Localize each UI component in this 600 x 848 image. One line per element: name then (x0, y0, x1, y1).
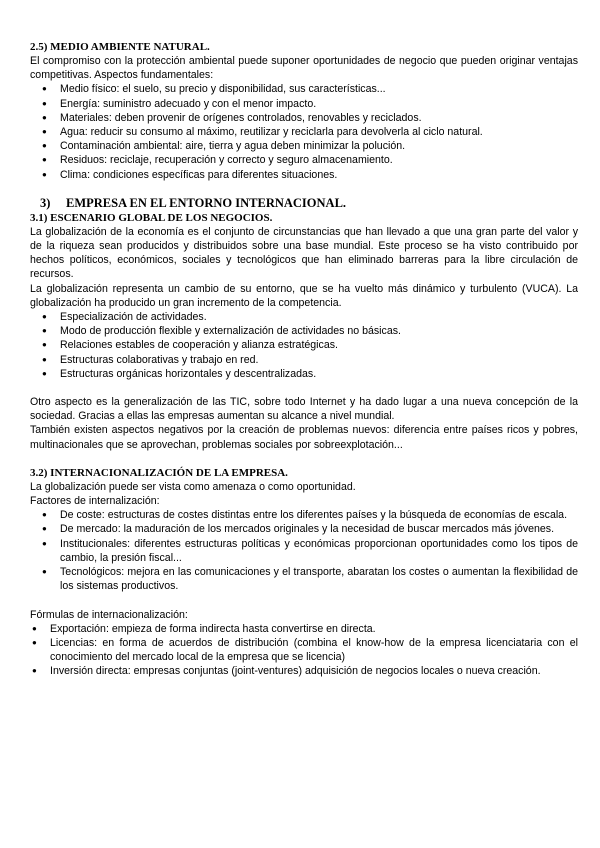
section-3-1-list (30, 310, 578, 381)
section-3-2-heading: 3.2) INTERNACIONALIZACIÓN DE LA EMPRESA. (30, 466, 288, 479)
list-item: ● Estructuras orgánicas horizontales y descentralizadas. (42, 367, 578, 381)
section-2-5-list (30, 82, 578, 181)
section-3-1-paragraph-3: Otro aspecto es la generalización de las TIC, sobre todo Internet y ha dado lugar a una nueva concepción de la sociedad. Gracias a ellas las empresas aumentan su alcance a nivel mundial. (30, 396, 578, 423)
section-3-2-paragraph-3: Fórmulas de internacionalización: (30, 608, 188, 621)
section-2-5-intro: El compromiso con la protección ambiental puede suponer oportunidades de negocio que pueden originar ventajas competitivas. Aspectos fundamentales: (30, 55, 578, 82)
list-item: ● Institucionales: diferentes estructuras políticas y económicas proporcionan oportunidades como los tipos de cambio, la presión fiscal... (42, 537, 578, 565)
section-3-2-paragraph-2: Factores de internalización: (30, 495, 160, 508)
list-item: ● Especialización de actividades. (42, 310, 578, 324)
section-2-5-heading: 2.5) MEDIO AMBIENTE NATURAL. (30, 41, 210, 53)
list-item: ● Energía: suministro adecuado y con el menor impacto. (42, 97, 578, 111)
list-item: ● Residuos: reciclaje, recuperación y correcto y seguro almacenamiento. (42, 153, 578, 167)
section-3-title: EMPRESA EN EL ENTORNO INTERNACIONAL. (66, 195, 347, 210)
list-item: ● De coste: estructuras de costes distintas entre los diferentes países y la búsqueda de economías de escala. (42, 508, 578, 522)
list-item: ● Contaminación ambiental: aire, tierra y agua deben minimizar la polución. (42, 139, 578, 153)
list-item: ● Medio físico: el suelo, su precio y disponibilidad, sus características... (42, 82, 578, 96)
list-item: ● Relaciones estables de cooperación y alianza estratégicas. (42, 338, 578, 352)
list-item: ● Inversión directa: empresas conjuntas (joint-ventures) adquisición de negocios locales o nueva creación. (32, 664, 578, 678)
list-item: ● Estructuras colaborativas y trabajo en red. (42, 353, 578, 367)
list-item: ● Exportación: empieza de forma indirecta hasta convertirse en directa. (32, 622, 578, 636)
list-item: ● Materiales: deben provenir de orígenes controlados, renovables y reciclados. (42, 111, 578, 125)
formulas-list (30, 622, 578, 679)
list-item: ● Modo de producción flexible y externalización de actividades no básicas. (42, 324, 578, 338)
section-3-2-paragraph-1: La globalización puede ser vista como amenaza o como oportunidad. (30, 480, 356, 493)
list-item: ● De mercado: la maduración de los mercados originales y la necesidad de buscar mercados más jóvenes. (42, 522, 578, 536)
section-3-number: 3) (40, 195, 51, 210)
section-3-1-paragraph-1: La globalización de la economía es el conjunto de circunstancias que han llevado a que una gran parte del valor y de la riqueza sean producidos y distribuidos sobre una base mundial. Este proceso se ha visto contribuido por hechos políticos, económicos, sociales y tecnológicos que han eliminado barreras para la libre circulación de recursos. (30, 225, 578, 281)
section-3-1-paragraph-2: La globalización representa un cambio de su entorno, que se ha vuelto más dinámico y turbulento (VUCA). La globalización ha producido un gran incremento de la competencia. (30, 282, 578, 309)
list-item: ● Agua: reducir su consumo al máximo, reutilizar y reciclarla para devolverla al ciclo natural. (42, 125, 578, 139)
list-item: ● Clima: condiciones específicas para diferentes situaciones. (42, 168, 578, 182)
section-3-1-paragraph-4: También existen aspectos negativos por la creación de problemas nuevos: diferencia entre países ricos y pobres, multinacionales que se aprovechan, problemas sociales por sobreexplotación... (30, 424, 578, 451)
list-item: ● Licencias: en forma de acuerdos de distribución (combina el know-how de la empresa licenciataria con el conocimiento del mercado local de la empresa que se licencia) (32, 636, 578, 664)
factors-list (30, 508, 578, 593)
list-item: ● Tecnológicos: mejora en las comunicaciones y el transporte, abaratan los costes o aumentan la flexibilidad de los sistemas productivos. (42, 565, 578, 593)
section-3-heading (30, 196, 578, 211)
section-3-1-heading: 3.1) ESCENARIO GLOBAL DE LOS NEGOCIOS. (30, 211, 273, 224)
